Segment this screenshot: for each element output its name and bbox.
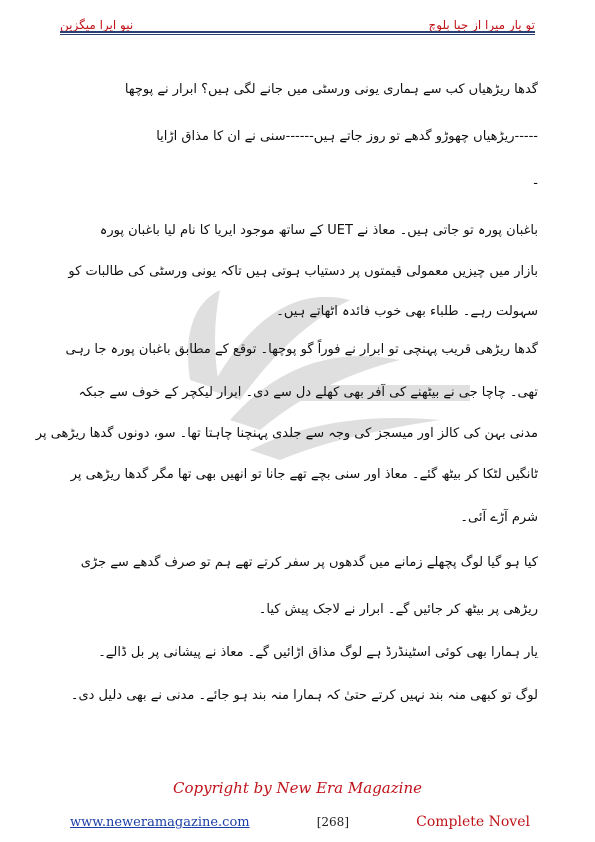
text-line: ریڑھی پر بیٹھ کر جائیں گے۔ ابرار نے لاجک پیش کیا۔ bbox=[258, 602, 538, 617]
header-rule-thin bbox=[60, 34, 535, 35]
text-line: ٹانگیں لٹکا کر بیٹھ گئے۔ معاذ اور سنی بچے تھے جانا تو انھیں بھی تھا مگر گدھا ریڑھی پر bbox=[70, 467, 538, 482]
text-line: گدھا ریڑھی قریب پہنچی تو ابرار نے فوراً گو پوچھا۔ توقع کے مطابق باغبان پورہ جا رہی bbox=[65, 342, 538, 357]
header-magazine-name: نیو ایرا میگزین bbox=[60, 18, 134, 32]
text-line: مدنی بہن کی کالز اور میسجز کی وجہ سے جلدی پہنچنا چاہتا تھا۔ سو، دونوں گدھا ریڑھی پر bbox=[35, 426, 538, 441]
header-novel-title: تو یار میرا از جیا بلوچ bbox=[428, 18, 535, 32]
text-line: سہولت رہے۔ طلباء بھی خوب فائدہ اٹھاتے ہیں۔ bbox=[276, 304, 538, 319]
text-line: گدھا ریڑھیاں کب سے ہماری یونی ورسٹی میں جانے لگی ہیں؟ ابرار نے پوچھا bbox=[124, 82, 538, 97]
copyright-notice: Copyright by New Era Magazine bbox=[173, 779, 422, 797]
page-number: [268] bbox=[316, 815, 350, 829]
text-line: - bbox=[533, 176, 538, 191]
website-link[interactable]: www.neweramagazine.com bbox=[70, 815, 250, 830]
text-line: یار ہمارا بھی کوئی اسٹینڈرڈ ہے لوگ مذاق اڑائیں گے۔ معاذ نے پیشانی پر بل ڈالے۔ bbox=[98, 645, 538, 660]
text-line: باغبان پورہ تو جاتی ہیں۔ معاذ نے UET کے ساتھ موجود ایریا کا نام لیا باغبان پورہ bbox=[99, 223, 538, 238]
page-footer bbox=[70, 814, 530, 830]
footer-label: Complete Novel bbox=[416, 814, 530, 830]
text-line: -----ریڑھیاں چھوڑو گدھے تو روز جاتے ہیں------سنی نے ان کا مذاق اڑایا bbox=[156, 129, 538, 144]
text-line: کیا ہو گیا لوگ پچھلے زمانے میں گدھوں پر سفر کرتے تھے ہم تو صرف گدھے سے جڑی bbox=[80, 555, 538, 570]
page-header bbox=[60, 8, 535, 32]
text-line: تھی۔ چاچا جی نے بیٹھنے کی آفر بھی کھلے دل سے دی۔ ابرار لیکچر کے خوف سے جبکہ bbox=[78, 385, 538, 400]
text-line: لوگ تو کبھی منہ بند نہیں کرتے حتیٰ کہ ہمارا منہ بند ہو جائے۔ مدنی نے بھی دلیل دی۔ bbox=[70, 688, 538, 703]
header-rule bbox=[60, 31, 535, 33]
text-line: شرم آڑے آئی۔ bbox=[460, 510, 538, 525]
text-line: بازار میں چیزیں معمولی قیمتوں پر دستیاب ہوتی ہیں تاکہ یونی ورسٹی کی طالبات کو bbox=[68, 264, 538, 279]
